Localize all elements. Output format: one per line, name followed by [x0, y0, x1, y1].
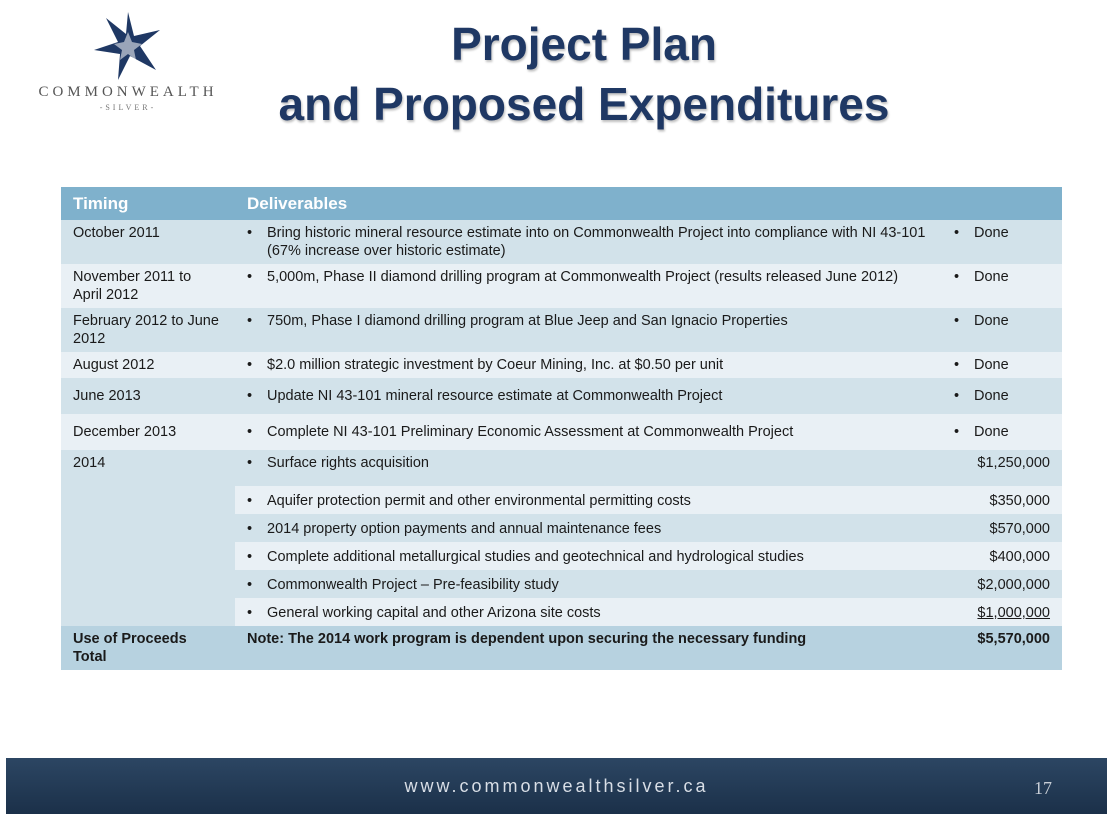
- row-deliverable: • Complete additional metallurgical studies and geotechnical and hydrological studies: [235, 542, 942, 570]
- row-amount: $570,000: [942, 514, 1062, 542]
- company-logo: [28, 10, 228, 120]
- row-timing: October 2011: [61, 220, 235, 264]
- row-amount: $1,250,000: [942, 450, 1062, 486]
- footer-url: www.commonwealthsilver.ca: [404, 776, 709, 796]
- row-deliverable: • $2.0 million strategic investment by Coeur Mining, Inc. at $0.50 per unit: [235, 352, 942, 378]
- table-row: [61, 264, 1062, 308]
- row-status: • Done: [942, 308, 1062, 352]
- plan-table: [61, 187, 1062, 670]
- row-deliverable: • 2014 property option payments and annual maintenance fees: [235, 514, 942, 542]
- row-timing: February 2012 to June 2012: [61, 308, 235, 352]
- row-timing: November 2011 to April 2012: [61, 264, 235, 308]
- footer-bar: [6, 758, 1107, 814]
- row-deliverable: • Bring historic mineral resource estimate into on Commonwealth Project into compliance with NI 43-101 (67% increase over historic estimate): [235, 220, 942, 264]
- header-timing: Timing: [61, 187, 235, 220]
- page-number: 17: [1034, 778, 1052, 798]
- title-line-2: and Proposed Expenditures: [278, 78, 890, 130]
- total-row: [61, 626, 1062, 670]
- row-status: • Done: [942, 414, 1062, 450]
- table-row: [61, 308, 1062, 352]
- page-title: [250, 14, 918, 134]
- table-row: [61, 220, 1062, 264]
- row-amount: $350,000: [942, 486, 1062, 514]
- table-row: [61, 450, 1062, 486]
- row-deliverable: • 750m, Phase I diamond drilling program at Blue Jeep and San Ignacio Properties: [235, 308, 942, 352]
- star-icon: [88, 10, 168, 82]
- row-status: • Done: [942, 352, 1062, 378]
- row-deliverable: • 5,000m, Phase II diamond drilling program at Commonwealth Project (results released June 2012): [235, 264, 942, 308]
- logo-sub: -SILVER-: [99, 103, 157, 112]
- total-amount: $5,570,000: [942, 626, 1062, 670]
- row-status: • Done: [942, 264, 1062, 308]
- total-label: Use of Proceeds Total: [61, 626, 235, 670]
- table-header: [61, 187, 1062, 220]
- row-deliverable: • Complete NI 43-101 Preliminary Economic Assessment at Commonwealth Project: [235, 414, 942, 450]
- row-amount: $1,000,000: [942, 598, 1062, 626]
- logo-name: COMMONWEALTH: [38, 84, 218, 100]
- header-deliverables: Deliverables: [235, 187, 1062, 220]
- row-status: • Done: [942, 220, 1062, 264]
- row-timing-2014: 2014: [61, 450, 235, 626]
- row-deliverable: • Commonwealth Project – Pre-feasibility study: [235, 570, 942, 598]
- title-line-1: Project Plan: [451, 18, 717, 70]
- row-amount: $400,000: [942, 542, 1062, 570]
- table-row: [61, 378, 1062, 414]
- table-row: [61, 352, 1062, 378]
- row-timing: June 2013: [61, 378, 235, 414]
- row-timing: August 2012: [61, 352, 235, 378]
- row-deliverable: • Surface rights acquisition: [235, 450, 942, 486]
- row-deliverable: • Update NI 43-101 mineral resource estimate at Commonwealth Project: [235, 378, 942, 414]
- table-row: [61, 414, 1062, 450]
- row-deliverable: • Aquifer protection permit and other environmental permitting costs: [235, 486, 942, 514]
- total-note: Note: The 2014 work program is dependent upon securing the necessary funding: [235, 626, 942, 670]
- row-amount: $2,000,000: [942, 570, 1062, 598]
- row-timing: December 2013: [61, 414, 235, 450]
- row-deliverable: • General working capital and other Arizona site costs: [235, 598, 942, 626]
- row-status: • Done: [942, 378, 1062, 414]
